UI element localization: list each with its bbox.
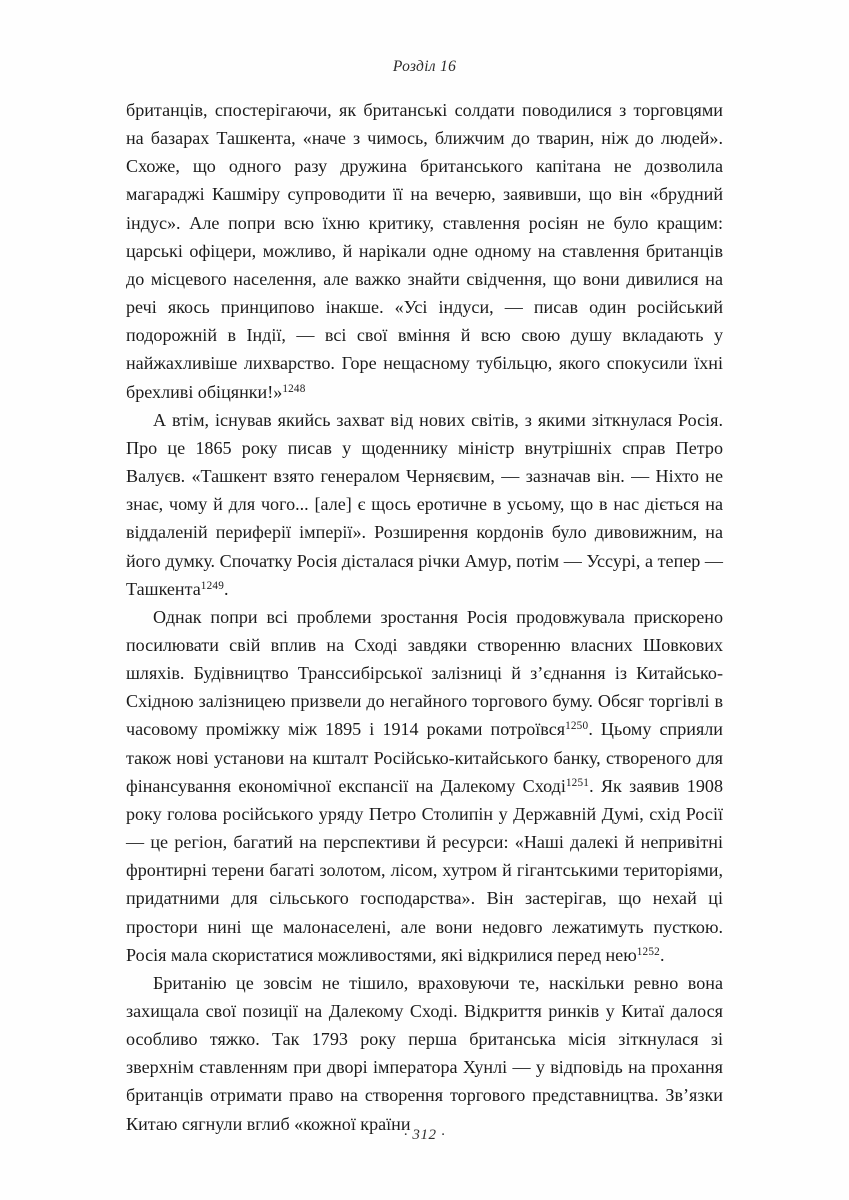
page-number: · 312 · [403, 1127, 446, 1143]
paragraph-text: А втім, існував якийсь захват від нових світів, з якими зіткнулася Росія. Про це 1865 року писав у щоденнику міністр внутрішніх справ Петро Валуєв. «Ташкент взято генералом Черняєвим, — зазначав він. — Ніхто не знає, чому й для чого... [але] є щось еротичне в усьому, що в нас діється на віддаленій периферії імперії». Розширення кордонів було дивовижним, на його думку. Спочатку Росія дісталася річки Амур, потім — Уссурі, а тепер — Ташкента [126, 409, 723, 599]
paragraph-text: британців, спостерігаючи, як британські солдати поводилися з торговцями на базарах Ташкента, «наче з чимось, ближчим до тварин, ніж до людей». Схоже, що одного разу дружина британського капітана не дозволила магараджі Кашміру супроводити її на вечерю, заявивши, що він «брудний індус». Але попри всю їхню критику, ставлення росіян не було кращим: царські офіцери, можливо, й нарікали одне одному на ставлення британців до місцевого населення, але важко знайти свідчення, що вони дивилися на речі якось принципово інакше. «Усі індуси, — писав один російський подорожній в Індії, — всі свої вміння й всю свою душу вкладають у найжахливіше лихварство. Горе нещасному тубільцю, якого спокусили їхні брехливі обіцянки!» [126, 100, 723, 402]
paragraph [126, 406, 723, 603]
paragraph-tail: . Як заявив 1908 року голова російського уряду Петро Столипін у Державній Думі, схід Росії — це регіон, багатий на перспективи й ресурси: «Наші далекі й непривітні фронтирні терени багаті золотом, лісом, хутром й гігантськими територіями, придатними для сільського господарства». Він застерігав, що нехай ці простори нині ще малонаселені, але вони недовго лежатимуть пусткою. Росія мала скористатися можливостями, які відкрилися перед нею [126, 775, 723, 965]
paragraph-tail: . Цьому сприяли також нові установи на кшталт Російсько-китайського банку, створеного для фінансування економічної експансії на Далекому Сході [126, 719, 723, 796]
paragraph [126, 969, 723, 1138]
paragraph-tail: . [659, 944, 665, 965]
paragraph-text: Однак попри всі проблеми зростання Росія продовжувала прискорено посилювати свій вплив на Сході завдяки створенню власних Шовкових шляхів. Будівництво Транссибірської залізниці й з’єднання із Китайсько-Східною залізницею призвели до негайного торгового буму. Обсяг торгівлі в часовому проміжку між 1895 і 1914 роками потроївся [126, 606, 723, 740]
paragraph [126, 96, 723, 406]
running-head: Розділ 16 [392, 58, 457, 75]
footnote-marker: 1251 [565, 776, 590, 789]
footnote-marker: 1252 [636, 945, 660, 958]
paragraph-text: Британію це зовсім не тішило, враховуючи те, наскільки ревно вона захищала свої позиції на Далекому Сході. Відкриття ринків у Китаї далося особливо тяжко. Так 1793 року перша британська місія зіткнулася зі зверхнім ставленням при дворі імператора Хунлі — у відповідь на прохання британців отримати право на створення торгового представництва. Зв’язки Китаю сягнули вглиб «кожної країни [126, 972, 723, 1134]
paragraph [126, 603, 723, 969]
paragraph-tail: . [224, 578, 229, 599]
footnote-marker: 1249 [200, 579, 225, 592]
footnote-marker: 1248 [282, 382, 306, 395]
text-block [126, 96, 723, 1138]
footnote-marker: 1250 [565, 720, 589, 733]
